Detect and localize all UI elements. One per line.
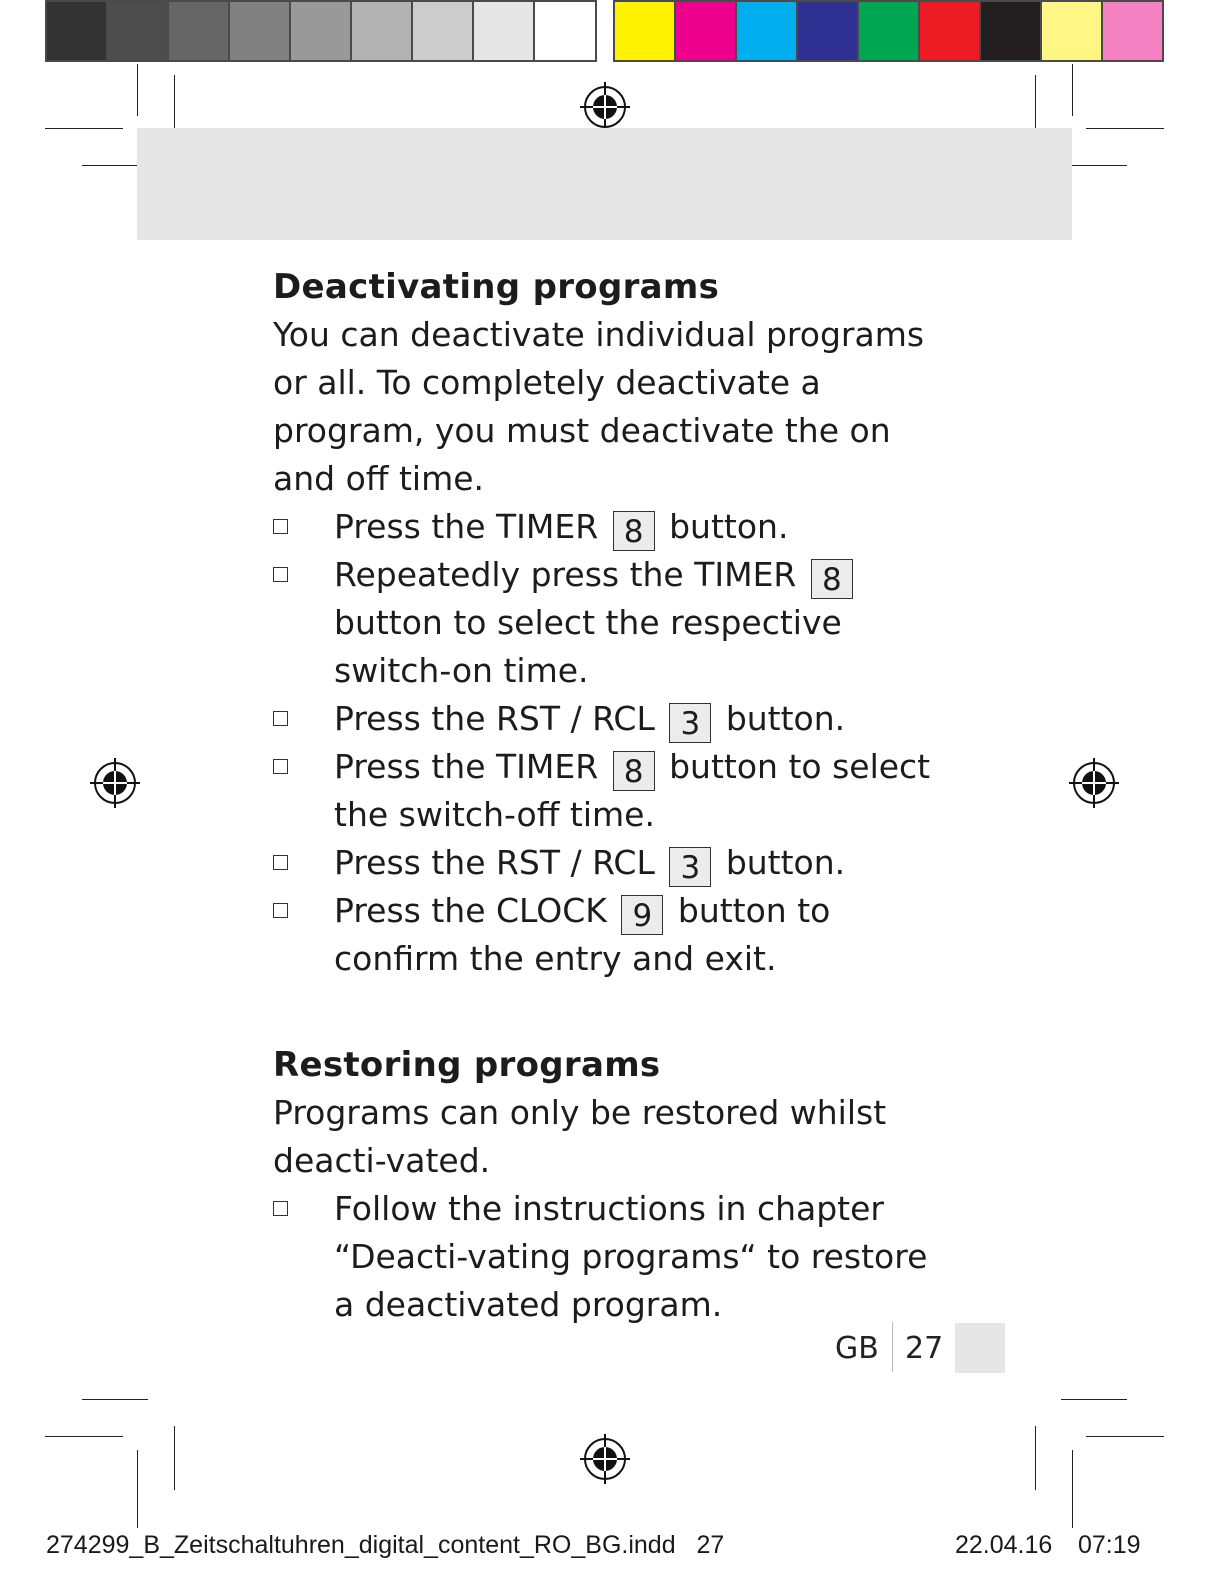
registration-target-icon xyxy=(90,758,140,808)
crop-mark xyxy=(45,1436,123,1437)
slug-date: 22.04.16 xyxy=(955,1531,1053,1559)
gray-swatch xyxy=(291,2,352,60)
checkbox-bullet-icon xyxy=(273,711,288,726)
list-item xyxy=(273,839,933,887)
step-text: Press the TIMER xyxy=(334,747,609,786)
gray-swatch xyxy=(47,2,108,60)
color-swatch xyxy=(981,2,1042,60)
list-item xyxy=(273,695,933,743)
crop-mark xyxy=(1035,1426,1036,1490)
step-text: Press the TIMER xyxy=(334,507,609,546)
page-tab-marker xyxy=(955,1323,1005,1373)
checkbox-bullet-icon xyxy=(273,855,288,870)
crop-mark xyxy=(82,1399,148,1400)
checkbox-bullet-icon xyxy=(273,519,288,534)
process-color-bar xyxy=(613,0,1164,62)
list-item xyxy=(273,743,933,839)
key-label: 8 xyxy=(811,559,853,599)
color-swatch xyxy=(1042,2,1103,60)
gray-swatch xyxy=(535,2,595,60)
step-text: button. xyxy=(715,699,846,738)
slug-filename: 274299_B_Zeitschaltuhren_digital_content_RO_BG.indd 27 xyxy=(46,1531,725,1559)
step-text: Press the RST / RCL xyxy=(334,843,666,882)
crop-mark xyxy=(137,1450,138,1528)
step-text: Press the CLOCK xyxy=(334,891,618,930)
color-swatch xyxy=(737,2,798,60)
checkbox-bullet-icon xyxy=(273,903,288,918)
gray-swatch xyxy=(474,2,535,60)
list-item xyxy=(273,551,933,695)
crop-mark xyxy=(1072,1450,1073,1528)
crop-mark xyxy=(1061,1399,1127,1400)
crop-mark xyxy=(174,1426,175,1490)
checkbox-bullet-icon xyxy=(273,759,288,774)
section-heading-deactivating: Deactivating programs xyxy=(273,267,720,307)
step-text: button to select the switch-off time. xyxy=(334,747,931,834)
registration-target-icon xyxy=(580,82,630,132)
step-text: button to select the respective switch-on time. xyxy=(334,603,842,690)
page-content xyxy=(273,263,973,1329)
step-text: Repeatedly press the TIMER xyxy=(334,555,807,594)
registration-target-icon xyxy=(1069,758,1119,808)
registration-target-icon xyxy=(580,1434,630,1484)
list-item xyxy=(273,1185,943,1329)
step-text: button to confirm the entry and exit. xyxy=(334,891,831,978)
step-text: button. xyxy=(715,843,846,882)
slug-time: 07:19 xyxy=(1078,1531,1141,1559)
crop-mark xyxy=(1086,1436,1164,1437)
footer-divider xyxy=(892,1322,893,1372)
section-heading-restoring: Restoring programs xyxy=(273,1045,661,1085)
key-label: 8 xyxy=(613,751,655,791)
crop-mark xyxy=(1086,128,1164,129)
deactivating-steps xyxy=(273,503,933,983)
color-swatch xyxy=(920,2,981,60)
color-swatch xyxy=(615,2,676,60)
color-swatch xyxy=(798,2,859,60)
page-number: 27 xyxy=(905,1331,944,1366)
restoring-steps xyxy=(273,1185,943,1329)
language-code: GB xyxy=(835,1331,879,1366)
section-intro-deactivating: You can deactivate individual programs or all. To completely deactivate a program, you must deactivate the on and off time. xyxy=(273,315,925,498)
gray-swatch xyxy=(230,2,291,60)
crop-mark xyxy=(45,128,123,129)
gray-swatch xyxy=(108,2,169,60)
checkbox-bullet-icon xyxy=(273,567,288,582)
step-text: Press the RST / RCL xyxy=(334,699,666,738)
color-swatch xyxy=(859,2,920,60)
step-text: button. xyxy=(658,507,789,546)
key-label: 9 xyxy=(621,895,663,935)
color-swatch xyxy=(676,2,737,60)
gray-swatch xyxy=(169,2,230,60)
key-label: 3 xyxy=(669,847,711,887)
section-spacer xyxy=(273,983,973,1041)
gray-swatch xyxy=(352,2,413,60)
step-text: Follow the instructions in chapter “Deacti-vating programs“ to restore a deactivated program. xyxy=(334,1189,928,1324)
crop-mark xyxy=(137,64,138,116)
list-item xyxy=(273,887,933,983)
key-label: 8 xyxy=(613,511,655,551)
key-label: 3 xyxy=(669,703,711,743)
gray-swatch xyxy=(413,2,474,60)
list-item xyxy=(273,503,933,551)
gray-color-bar xyxy=(45,0,597,62)
color-swatch xyxy=(1103,2,1162,60)
header-band xyxy=(137,128,1072,240)
checkbox-bullet-icon xyxy=(273,1201,288,1216)
crop-mark xyxy=(1072,64,1073,116)
section-intro-restoring: Programs can only be restored whilst deacti-vated. xyxy=(273,1093,887,1180)
